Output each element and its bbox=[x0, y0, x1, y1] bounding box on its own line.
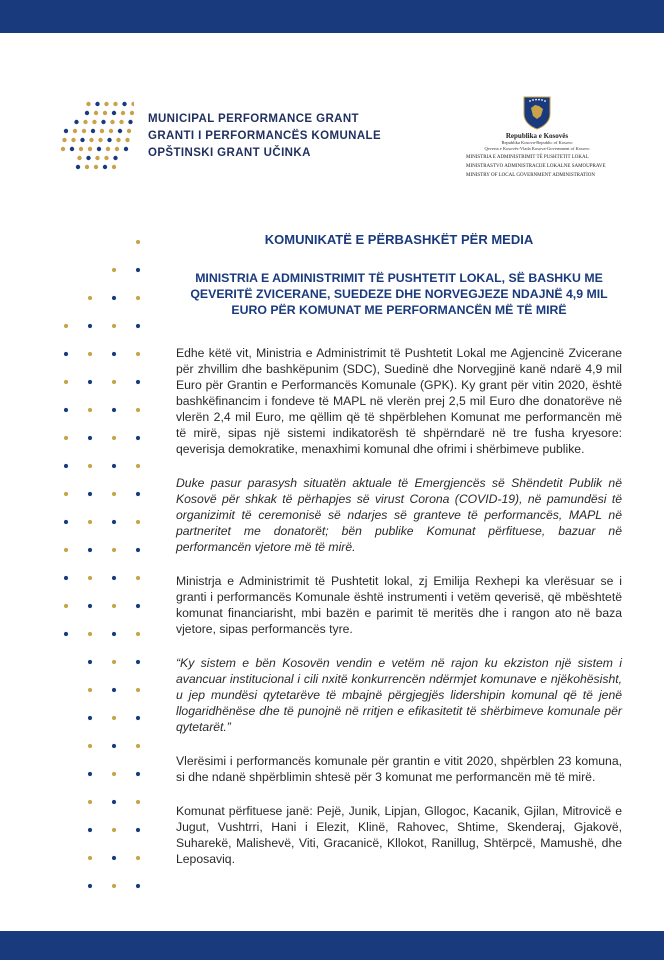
kosovo-coat-of-arms-icon bbox=[522, 96, 552, 130]
ministry-line-3: MINISTRY OF LOCAL GOVERNMENT ADMINISTRATION bbox=[466, 173, 595, 178]
brand-line-2: GRANTI I PERFORMANCËS KOMUNALE bbox=[148, 130, 382, 142]
press-release bbox=[176, 232, 622, 867]
government-subtitle-1: Republika Kosova-Republic of Kosovo bbox=[501, 140, 573, 145]
ministry-line-2: MINISTRASTVO ADMINISTRACIJE LOKALNE SAMOUPRAVE bbox=[466, 164, 606, 169]
paragraph-1: Edhe këtë vit, Ministria e Administrimit të Pushtetit Lokal me Agjencinë Zvicerane për zhvillim dhe bashkëpunim (SDC), Suedinë dhe Norvegjinë kanë ndarë 4,9 mil Euro për Grantin e Performancës Komunale (GPK). Ky grant për vitin 2020, është bashkëfinancim i fondeve të MAPL në vlerën prej 2,5 mil Euro dhe donatorëve në vlerën 2,4 mil Euro, me qëllim që të shpërblehen Komunat me performancën më të mirë, sipas një sistemi indikatorësh të shpërndarë në tre fusha kryesore: qeverisja demokratike, menaxhimi komunal dhe ofrimi i shërbimeve publike. bbox=[176, 346, 622, 456]
side-dot-decoration bbox=[0, 232, 150, 932]
paragraph-5: Vlerësimi i performancës komunale për grantin e vitit 2020, shpërblen 23 komuna, si dhe ndanë shpërblimin shtesë për 3 komunat me performancën më të mirë. bbox=[176, 754, 622, 784]
top-banner bbox=[0, 0, 664, 33]
brand-title bbox=[148, 111, 381, 162]
ministry-line-1: MINISTRIA E ADMINISTRIMIT TË PUSHTETIT LOKAL bbox=[466, 155, 589, 160]
paragraph-3: Ministrja e Administrimit të Pushtetit lokal, zj Emilija Rexhepi ka vlerësuar se i granti i performancës Komunale është instrumenti i vetëm qeverisë, që mbështetë komunat financiarisht, mbi bazën e parimit të meritës dhe i rangon ato në baza vjetore, sipas performancës tyre. bbox=[176, 574, 622, 636]
paragraph-6: Komunat përfituese janë: Pejë, Junik, Lipjan, Gllogoc, Kacanik, Gjilan, Mitrovicë e Jugut, Vushtrri, Hani i Elezit, Klinë, Rahovec, Shtime, Skenderaj, Gjakovë, Suharekë, Malishevë, Viti, Gracanicë, Kllokot, Ranillug, Shtërpcë, Mamushë, dhe Leposaviq. bbox=[176, 804, 622, 866]
government-header bbox=[462, 96, 612, 179]
government-name: Republika e Kosovës bbox=[505, 132, 569, 140]
dot-pattern-logo-icon bbox=[54, 98, 134, 180]
bottom-banner bbox=[0, 931, 664, 960]
brand-line-1: MUNICIPAL PERFORMANCE GRANT bbox=[148, 113, 359, 125]
paragraph-4: “Ky sistem e bën Kosovën vendin e vetëm në rajon ku ekziston një sistem i avancuar institucional i cili nxitë konkurrencën ndërmjet komunave e njëkohësisht, u jep mundësi qytetarëve të mbajnë përgjegjës lidershipin komunal që të jenë llogaridhënëse dhe të punojnë në rritjen e efikasitetit të shërbimeve komunale për qytetarët.” bbox=[176, 656, 622, 734]
press-release-heading: KOMUNIKATË E PËRBASHKËT PËR MEDIA bbox=[264, 232, 534, 247]
government-subtitle-2: Qeveria e Kosovës-Vlada Kosova-Government of Kosovo bbox=[484, 146, 590, 151]
paragraph-2: Duke pasur parasysh situatën aktuale të Emergjencës së Shëndetit Publik në Kosovë për shkak të përhapjes së virust Corona (COVID-19), në pamundësi të organizimit të ceremonisë së ndarjes së granteve të performancës, MAPL në partneritet me donatorët; bën publike Komunat përfituese, bazuar në performancën vjetore më të mirë. bbox=[176, 476, 622, 554]
brand-line-3: OPŠTINSKI GRANT UČINKA bbox=[148, 147, 311, 159]
press-release-subheading: MINISTRIA E ADMINISTRIMIT TË PUSHTETIT LOKAL, SË BASHKU ME QEVERITË ZVICERANE, SUEDEZE DHE NORVEGJEZE NDAJNË 4,9 MIL EURO PËR KOMUNAT ME PERFORMANCËN MË TË MIRË bbox=[190, 271, 608, 317]
